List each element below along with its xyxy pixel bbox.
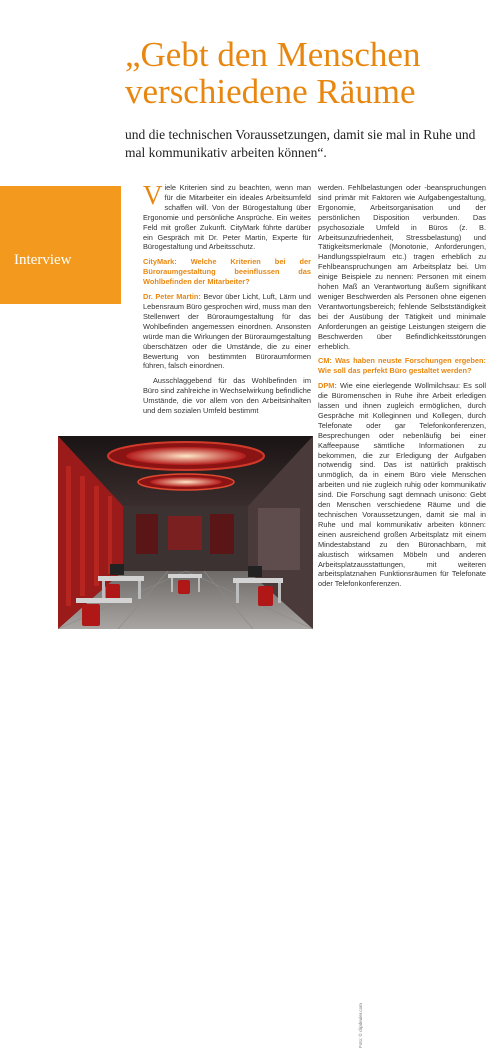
answer-1-speaker: Dr. Peter Martin: — [143, 292, 201, 302]
question-2-text: Was haben neuste Forschungen ergeben: Wie soll das perfekt Büro gestaltet werden? — [318, 356, 486, 376]
section-tab — [0, 186, 121, 304]
office-photo — [58, 436, 363, 1048]
question-2 — [318, 356, 486, 376]
question-2-speaker: CM: — [318, 356, 332, 366]
right-paragraph-1: werden. Fehlbelastungen oder -beanspruchungen sind primär mit Faktoren wie Aufgabengestaltung, Ergonomie, Arbeitsorganisation und der persönlichen Disposition verbunden. Das psychosoziale Umfeld in Büros (z. B. Arbeitsunzufriedenheit, Stressbelastung) und Tätigkeitsmerkmale (Monotonie, Anforderungen, Handlungsspielraum etc.) tragen erheblich zu Fehlbeanspruchungen am Arbeitsplatz bei. Um einige Beispiele zu nennen: Personen mit einem hohen Maß an Verantwortung äußern signifikant weniger Beschwerden als Personen ohne eigenen Verantwortungsbereich; fehlende Selbstständigkeit bei der Ausübung der Tätigkeit und minimale Anforderungen an geistige Leistungen steigern die Beschwerden über Befindlichkeitsstörungen erheblich. — [318, 183, 486, 351]
photo-credit: Foto: © clipdealer.com — [358, 1003, 363, 1048]
answer-2 — [318, 381, 486, 589]
answer-2-speaker: DPM: — [318, 381, 337, 391]
headline: „Gebt den Menschen verschiedene Räume — [125, 35, 421, 111]
answer-2-text: Wie eine eierlegende Wollmilchsau: Es soll die Büromenschen in Ruhe ihre Arbeit erledigen lassen und ihnen zugleich ermöglichen, durch Gespräche mit Kolleginnen und Kollegen, durch Telefonate oder gar Telefonkonferenzen, Besprechungen oder nebenläufig bei einer Kaffeepause sämtliche Informationen zu bekommen, die zur Erledigung der Aufgaben notwendig sind. Das ist natürlich praktisch unmöglich, da in einem Büro viele Menschen arbeiten und nie zugleich ruhig oder kommunikativ sind. Die Forschung sagt demnach unisono: Gebt den Menschen verschiedene Räume und die technischen Voraussetzungen, damit sie mal in Ruhe und mal kommunikativ arbeiten können: einen ausreichend großen Arbeitsplatz mit einem Mindestabstand zu den Büronachbarn, mit akustisch wirksamen Möbeln und anderen Arbeitsplatzausstattungen, mit weiteren arbeitsplatznahen Funktionsräumen für Telefonate oder Telefonkonferenzen. — [318, 381, 486, 589]
intro-paragraph — [143, 180, 311, 252]
answer-1-continued: Ausschlaggebend für das Wohlbefinden im Büro sind zahlreiche in Wechselwirkung befindliche Umstände, die vor allem von den Arbeitsinhalten und dem sozialen Umfeld bestimmt — [143, 376, 311, 416]
question-1-text: Welche Kriterien bei der Büroraumgestaltung beeinflussen das Wohlbefinden der Mitarbeiter? — [143, 257, 311, 287]
text-column-right — [318, 183, 486, 594]
section-label: Interview — [14, 252, 72, 268]
answer-1-text: Bevor über Licht, Luft, Lärm und Lebensraum Büro gesprochen wird, muss man den Stellenwert der Büroraumgestaltung für das Wohlbefinden angemessen einordnen. Ansonsten würde man die Wirkungen der Büroraumgestaltung überschätzen oder die Umstände, die zu einer Bewertung von bestimmten Büroraumformen führen, falsch einordnen. — [143, 292, 311, 371]
answer-1 — [143, 292, 311, 371]
office-illustration — [58, 436, 313, 629]
text-column-left — [143, 180, 311, 421]
question-1 — [143, 257, 311, 287]
intro-text: iele Kriterien sind zu beachten, wenn man für die Mitarbeiter ein ideales Arbeitsumfeld schaffen will. Von der Bürogestaltung über Ergonomie und persönliche Ansprüche. Ein weites Feld mit großer Zukunft. CityMark führte darüber ein Gespräch mit Dr. Peter Martin, Experte für Bürogestaltung und Arbeitsschutz. — [143, 183, 311, 252]
question-1-speaker: CityMark: — [143, 257, 177, 267]
subheadline: und die technischen Voraussetzungen, damit sie mal in Ruhe und mal kommunikativ arbeiten können“. — [125, 127, 476, 160]
dropcap: V — [143, 180, 163, 210]
